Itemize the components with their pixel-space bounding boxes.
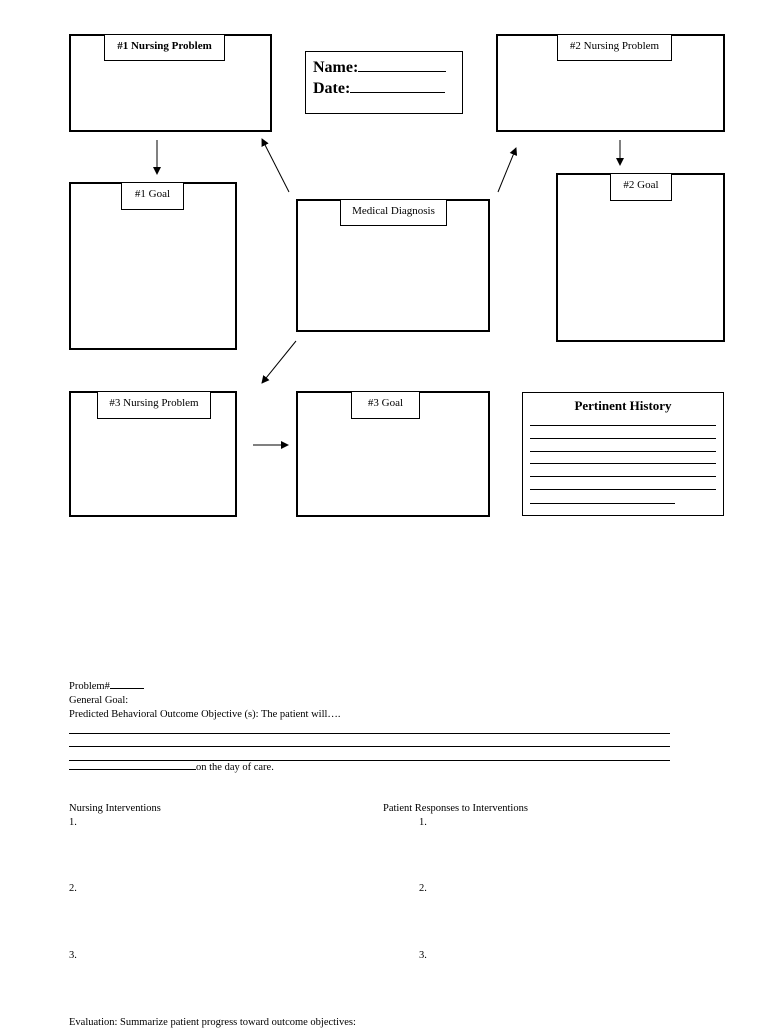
day-of-care-text: on the day of care. bbox=[196, 762, 274, 773]
arrow-diagnosis-to-problem3 bbox=[262, 341, 296, 383]
medical-diagnosis-label: Medical Diagnosis bbox=[340, 199, 447, 226]
name-label: Name: bbox=[313, 59, 359, 76]
problem-number-row bbox=[69, 680, 144, 693]
problem3-label: #3 Nursing Problem bbox=[97, 391, 211, 419]
intervention-number: 3. bbox=[69, 950, 77, 961]
goal2-label: #2 Goal bbox=[610, 173, 672, 201]
intervention-number: 2. bbox=[69, 883, 77, 894]
goal3-label: #3 Goal bbox=[351, 391, 420, 419]
problem-number-field[interactable] bbox=[110, 688, 144, 689]
response-number: 3. bbox=[419, 950, 427, 961]
problem1-label: #1 Nursing Problem bbox=[104, 34, 225, 61]
arrow-diagnosis-to-problem1 bbox=[262, 139, 289, 192]
response-number: 1. bbox=[419, 817, 427, 828]
day-of-care-row bbox=[69, 761, 274, 774]
problem2-label: #2 Nursing Problem bbox=[557, 34, 672, 61]
response-number: 2. bbox=[419, 883, 427, 894]
evaluation-label: Evaluation: Summarize patient progress toward outcome objectives: bbox=[69, 1017, 356, 1028]
intervention-number: 1. bbox=[69, 817, 77, 828]
arrow-diagnosis-to-problem2 bbox=[498, 148, 516, 192]
objective-final-field[interactable] bbox=[69, 769, 196, 770]
problem-label: Problem# bbox=[69, 681, 110, 692]
pertinent-history-title: Pertinent History bbox=[574, 398, 672, 413]
date-label: Date: bbox=[313, 80, 351, 97]
objective-line[interactable] bbox=[69, 746, 670, 747]
interventions-header: Nursing Interventions bbox=[69, 803, 161, 814]
goal1-label: #1 Goal bbox=[121, 182, 184, 210]
general-goal-label: General Goal: bbox=[69, 695, 129, 706]
objective-label: Predicted Behavioral Outcome Objective (s): The patient will…. bbox=[69, 709, 341, 720]
objective-line[interactable] bbox=[69, 733, 670, 734]
responses-header: Patient Responses to Interventions bbox=[383, 803, 528, 814]
